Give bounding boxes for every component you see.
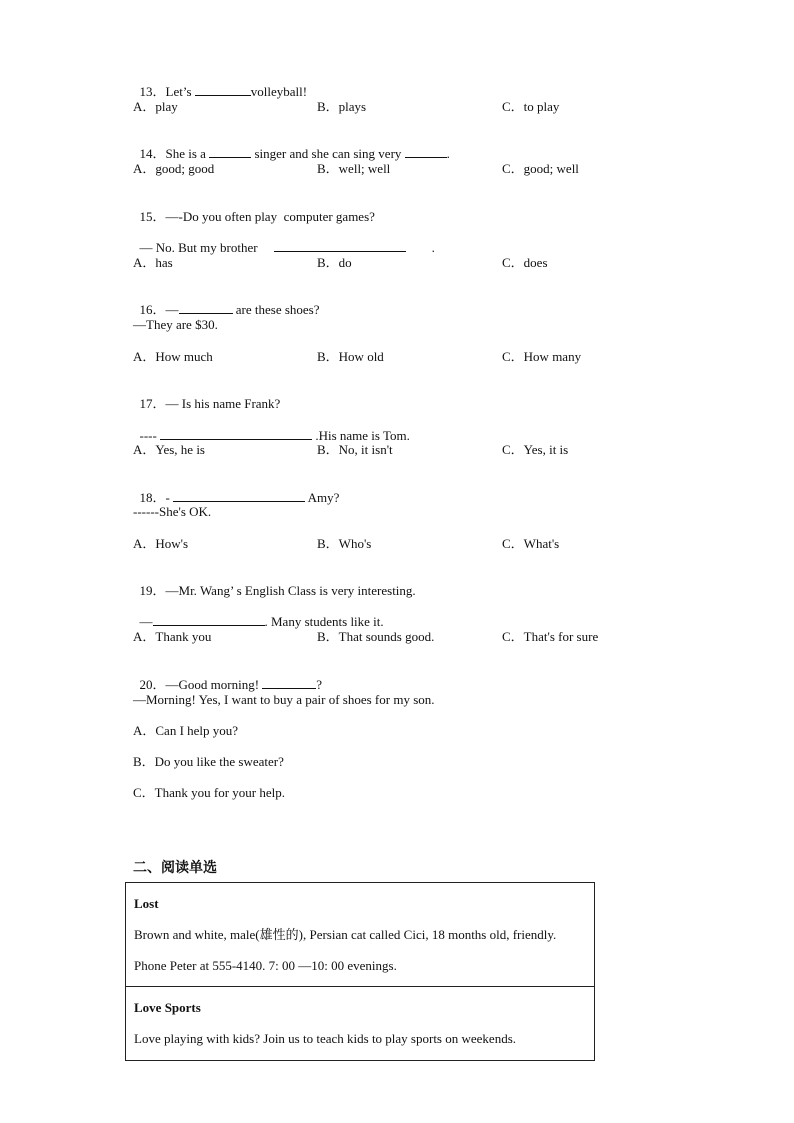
option-c[interactable]: C．That's for sure bbox=[502, 629, 599, 644]
option-c[interactable]: C．Thank you for your help. bbox=[133, 785, 286, 800]
option-a[interactable]: A．Can I help you? bbox=[133, 723, 239, 738]
question-15 bbox=[133, 193, 375, 225]
question-number: 19． bbox=[139, 583, 166, 598]
option-c[interactable]: C．good; well bbox=[502, 161, 579, 176]
notice-text: Phone Peter at 555-4140. 7: 00 —10: 00 evenings. bbox=[134, 958, 397, 973]
notice-heading: Lost bbox=[134, 896, 159, 911]
option-c[interactable]: C．does bbox=[502, 255, 548, 270]
notice-table bbox=[125, 882, 595, 1061]
notice-text: Brown and white, male(雄性的), Persian cat called Cici, 18 months old, friendly. bbox=[134, 927, 557, 942]
option-b[interactable]: B．Who's bbox=[317, 536, 372, 551]
question-18 bbox=[133, 474, 339, 506]
question-19-line2 bbox=[133, 598, 384, 630]
question-text: — bbox=[139, 614, 153, 629]
question-text: Amy? bbox=[305, 490, 340, 505]
question-text: —-Do you often play computer games? bbox=[165, 209, 375, 224]
question-text: — Is his name Frank? bbox=[165, 396, 281, 411]
question-text: Let’s bbox=[165, 84, 195, 99]
question-text: volleyball! bbox=[250, 84, 308, 99]
question-18-answer: ------She's OK. bbox=[133, 504, 212, 519]
answer-blank[interactable] bbox=[179, 302, 233, 314]
option-a[interactable]: A．has bbox=[133, 255, 173, 270]
question-text: . bbox=[431, 240, 435, 255]
question-number: 15． bbox=[139, 209, 166, 224]
notice-text: Love playing with kids? Join us to teach kids to play sports on weekends. bbox=[134, 1031, 517, 1046]
notice-heading: Love Sports bbox=[134, 1000, 201, 1015]
answer-blank[interactable] bbox=[153, 614, 265, 626]
question-17-line2 bbox=[133, 412, 410, 444]
question-number: 14． bbox=[139, 146, 166, 161]
question-number: 16． bbox=[139, 302, 166, 317]
option-a[interactable]: A．Yes, he is bbox=[133, 442, 205, 457]
question-13 bbox=[133, 68, 307, 100]
option-b[interactable]: B．do bbox=[317, 255, 352, 270]
option-a[interactable]: A．How's bbox=[133, 536, 189, 551]
option-c[interactable]: C．Yes, it is bbox=[502, 442, 569, 457]
answer-blank[interactable] bbox=[173, 490, 305, 502]
answer-blank[interactable] bbox=[262, 677, 316, 689]
question-20 bbox=[133, 661, 322, 693]
question-15-line2 bbox=[133, 224, 435, 256]
answer-blank[interactable] bbox=[160, 428, 312, 440]
question-text: — bbox=[165, 302, 179, 317]
question-text: . Many students like it. bbox=[264, 614, 384, 629]
question-17 bbox=[133, 380, 280, 412]
option-b[interactable]: B．How old bbox=[317, 349, 384, 364]
question-16 bbox=[133, 286, 320, 318]
option-b[interactable]: B．plays bbox=[317, 99, 367, 114]
option-b[interactable]: B．No, it isn't bbox=[317, 442, 393, 457]
section-title: 二、阅读单选 bbox=[133, 861, 217, 876]
question-text: —Good morning! bbox=[165, 677, 263, 692]
notice-lost bbox=[126, 883, 594, 986]
question-text: . bbox=[446, 146, 450, 161]
option-a[interactable]: A．good; good bbox=[133, 161, 215, 176]
question-text: are these shoes? bbox=[232, 302, 320, 317]
notice-love-sports bbox=[126, 986, 594, 1060]
question-number: 18． bbox=[139, 490, 166, 505]
question-text: ---- bbox=[139, 428, 161, 443]
question-14 bbox=[133, 130, 450, 162]
question-text: She is a bbox=[165, 146, 210, 161]
option-a[interactable]: A．Thank you bbox=[133, 629, 212, 644]
answer-blank[interactable] bbox=[405, 146, 447, 158]
question-number: 13． bbox=[139, 84, 166, 99]
question-number: 20． bbox=[139, 677, 166, 692]
question-text: - bbox=[165, 490, 174, 505]
option-b[interactable]: B．well; well bbox=[317, 161, 391, 176]
question-text: .His name is Tom. bbox=[312, 428, 410, 443]
question-16-answer: —They are $30. bbox=[133, 317, 218, 332]
question-19 bbox=[133, 567, 416, 599]
option-a[interactable]: A．How much bbox=[133, 349, 213, 364]
option-a[interactable]: A．play bbox=[133, 99, 178, 114]
option-b[interactable]: B．Do you like the sweater? bbox=[133, 754, 284, 769]
question-text: ? bbox=[316, 677, 323, 692]
question-text: singer and she can sing very bbox=[251, 146, 405, 161]
option-b[interactable]: B．That sounds good. bbox=[317, 629, 435, 644]
question-text: — No. But my brother bbox=[139, 240, 258, 255]
answer-blank[interactable] bbox=[274, 240, 406, 252]
question-text: —Mr. Wang’ s English Class is very interesting. bbox=[165, 583, 416, 598]
question-number: 17． bbox=[139, 396, 166, 411]
option-c[interactable]: C．to play bbox=[502, 99, 560, 114]
answer-blank[interactable] bbox=[209, 146, 251, 158]
option-c[interactable]: C．What's bbox=[502, 536, 560, 551]
answer-blank[interactable] bbox=[195, 84, 251, 96]
option-c[interactable]: C．How many bbox=[502, 349, 582, 364]
question-20-answer: —Morning! Yes, I want to buy a pair of shoes for my son. bbox=[133, 692, 435, 707]
